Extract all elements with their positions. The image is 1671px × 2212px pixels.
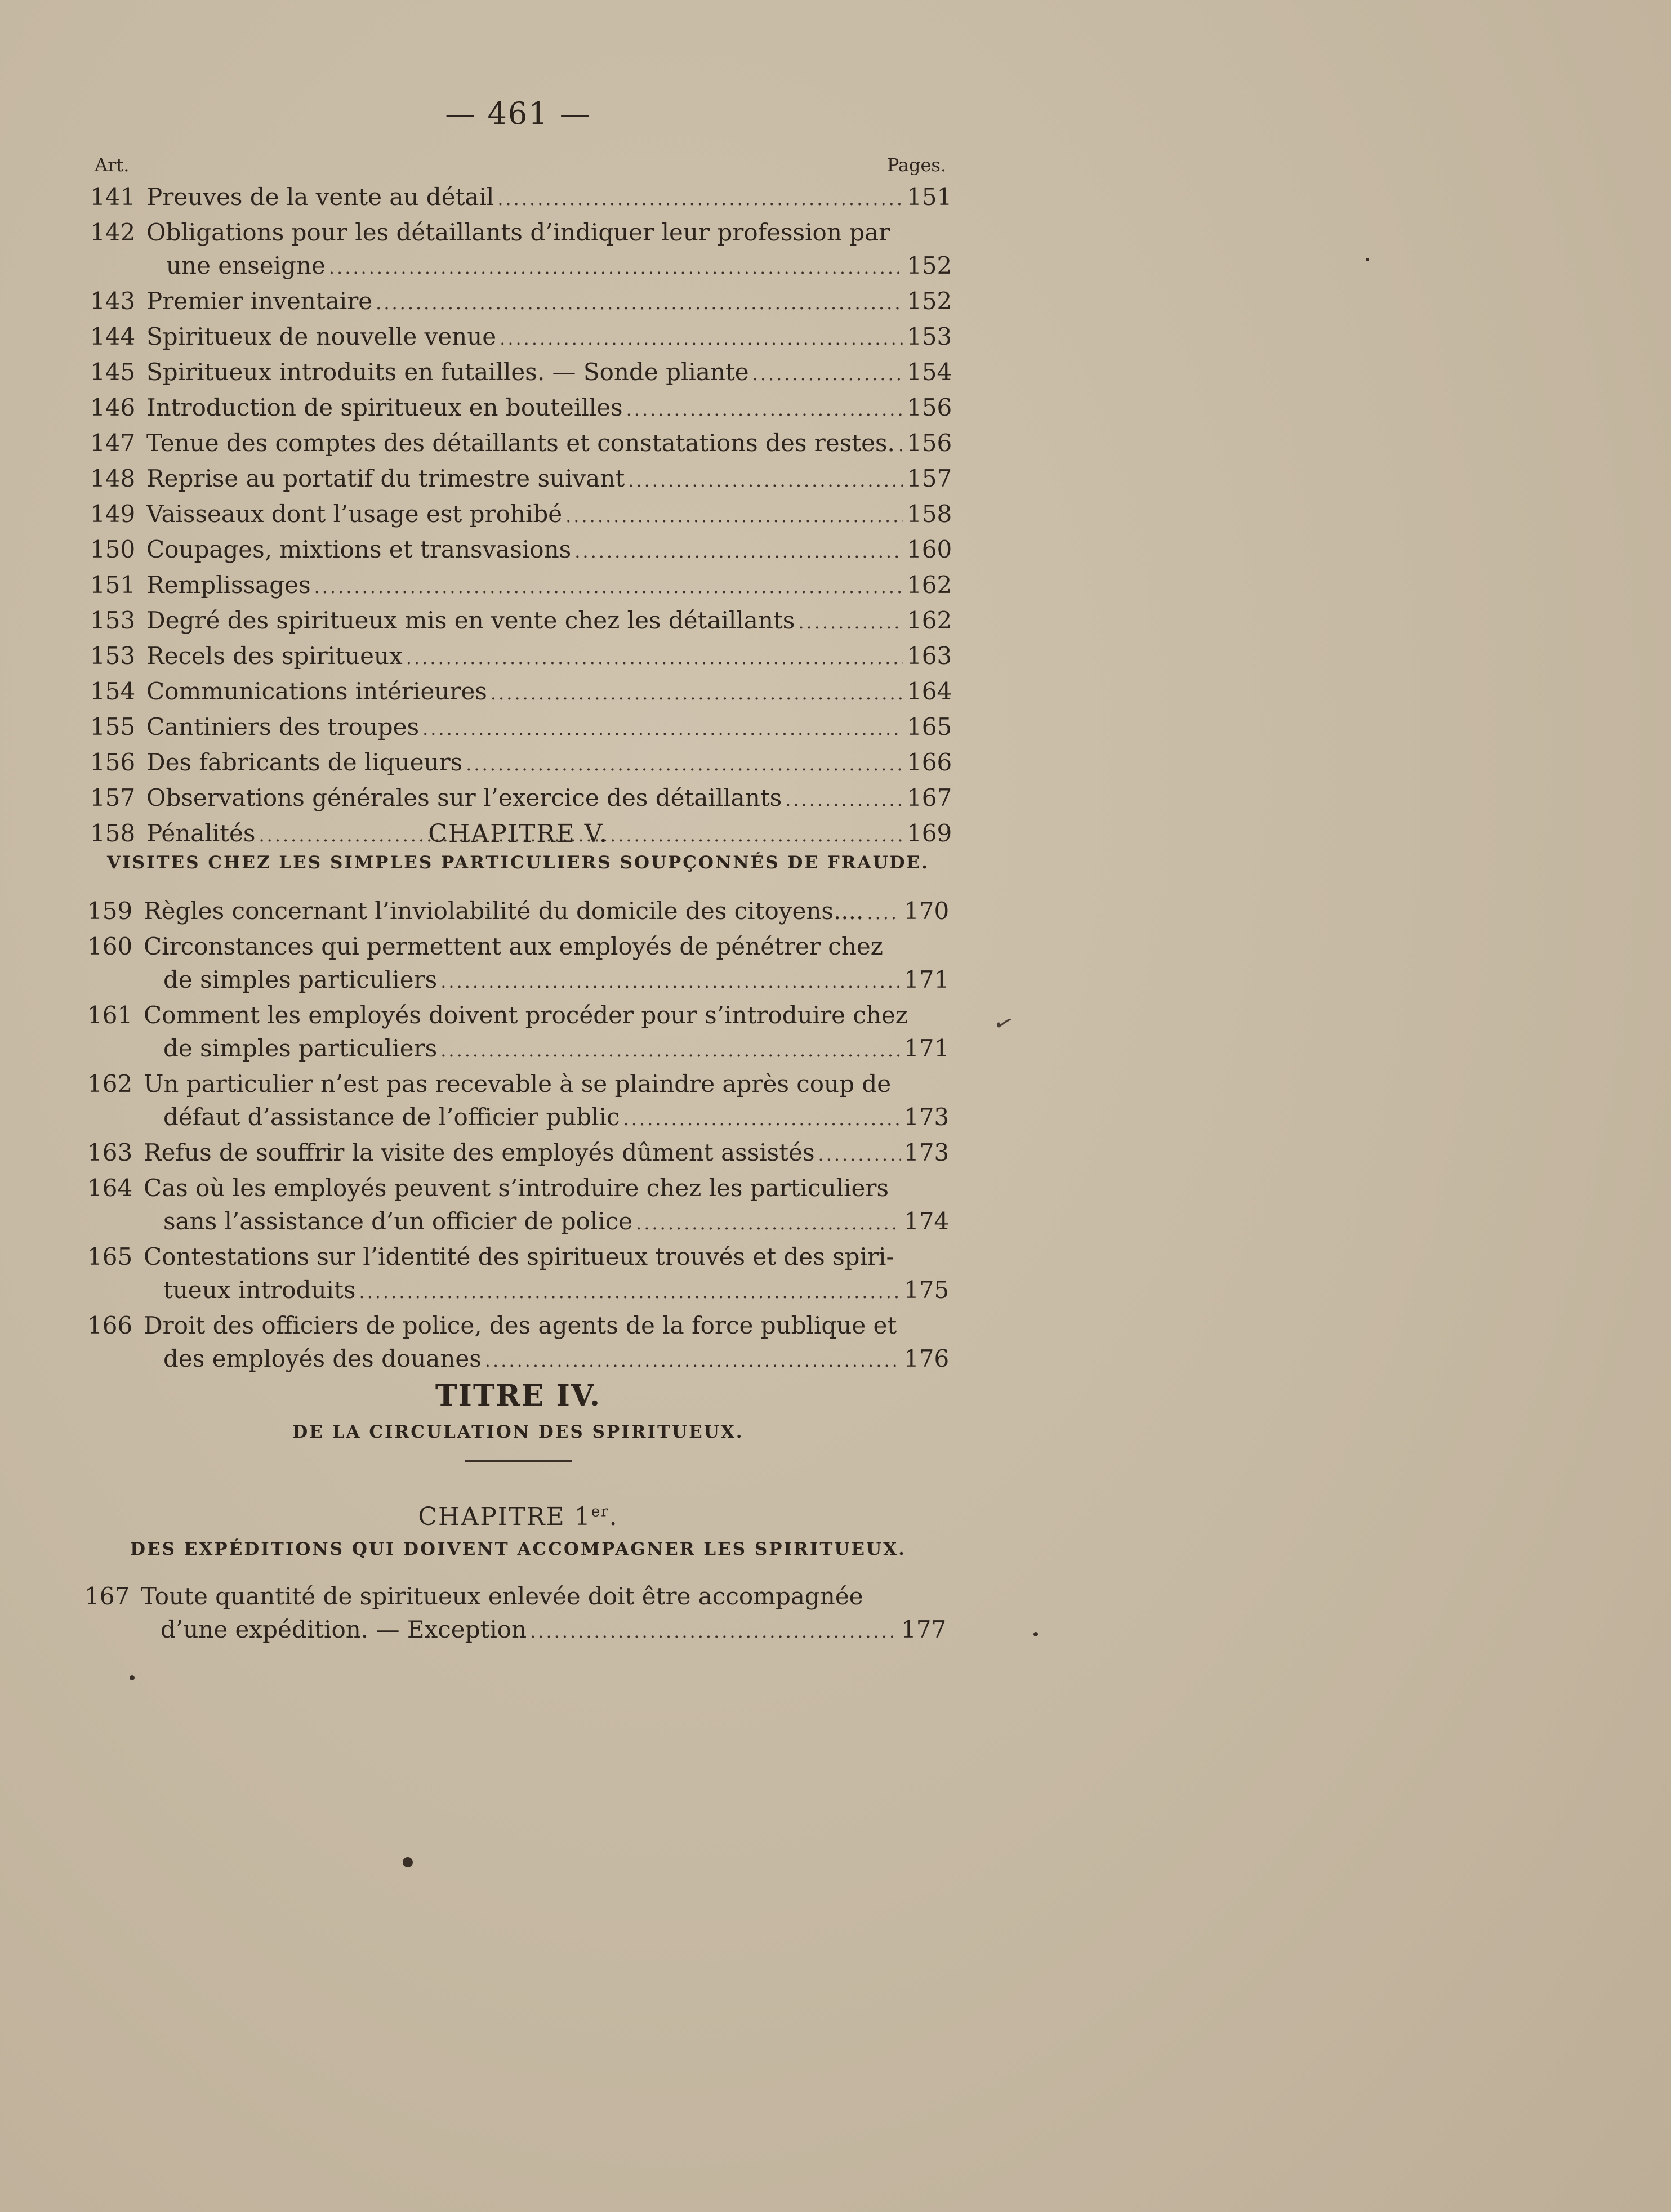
toc-entry [87, 1136, 950, 1171]
toc-entry [90, 355, 952, 391]
toc-entry [90, 604, 952, 639]
page-ref: 173 [904, 1103, 950, 1131]
page-ref: 154 [907, 358, 952, 386]
entry-text: Règles concernant l’inviolabilité du domicile des citoyens.... [144, 897, 864, 925]
entry-text: Recels des spiritueux [146, 642, 403, 670]
toc-entry [90, 533, 952, 568]
dot-leader [752, 358, 903, 391]
article-number: 158 [90, 819, 136, 847]
entry-text: Pénalités [146, 819, 256, 847]
dot-leader [818, 1138, 901, 1171]
page-ref: 165 [907, 713, 952, 741]
toc-entry [90, 746, 952, 781]
article-number: 157 [90, 784, 136, 811]
page-ref: 158 [907, 500, 952, 528]
entry-text: Cantiniers des troupes [146, 713, 420, 741]
art-column-label: Art. [95, 154, 130, 176]
dot-leader [785, 783, 903, 817]
toc-entry [90, 639, 952, 675]
page-ref: 174 [904, 1207, 950, 1235]
entry-text: Observations générales sur l’exercice des détaillants [146, 784, 782, 811]
entry-list-b [87, 894, 950, 1377]
article-number: 155 [90, 713, 136, 741]
dot-leader [628, 464, 903, 497]
article-number: 141 [90, 183, 136, 211]
article-number: 146 [90, 394, 136, 421]
toc-entry [90, 781, 952, 817]
page-ref: 166 [907, 748, 952, 776]
dot-leader [497, 182, 903, 216]
ink-speck [1366, 258, 1369, 261]
page-ref: 162 [907, 606, 952, 634]
dot-leader [406, 641, 903, 675]
entry-text: Des fabricants de liqueurs [146, 748, 463, 776]
entry-text: Reprise au portatif du trimestre suivant [146, 465, 625, 492]
ink-speck [130, 1675, 135, 1680]
toc-entry [87, 1171, 950, 1240]
page-ref: 169 [907, 819, 952, 847]
entry-text: Coupages, mixtions et transvasions [146, 536, 572, 563]
entry-text: Cas où les employés peuvent s’introduire chez les particuliers [144, 1174, 889, 1202]
pages-column-label: Pages. [886, 154, 946, 176]
toc-block-c [84, 1580, 947, 1648]
entry-text: de simples particuliers [163, 966, 438, 993]
page-ref: 152 [907, 252, 952, 279]
toc-entry [84, 1580, 947, 1648]
dot-leader [565, 500, 903, 533]
article-number: 156 [90, 748, 136, 776]
pencil-check-mark: ✓ [990, 1008, 1017, 1040]
entry-text: Droit des officiers de police, des agents de la force publique et [144, 1312, 897, 1339]
entry-text: Spiritueux de nouvelle venue [146, 323, 497, 350]
toc-entry [87, 930, 950, 998]
entry-text: sans l’assistance d’un officier de police [163, 1207, 633, 1235]
entry-text: une enseigne [166, 252, 326, 279]
entry-text: Remplissages [146, 571, 311, 599]
article-number: 153 [90, 606, 136, 634]
titre-iv-subtitle: DE LA CIRCULATION DES SPIRITUEUX. [292, 1422, 744, 1442]
entry-text: Vaisseaux dont l’usage est prohibé [146, 500, 563, 528]
entry-text: Preuves de la vente au détail [146, 183, 494, 211]
chapter-1-subtitle: DES EXPÉDITIONS QUI DOIVENT ACCOMPAGNER LES SPIRITUEUX. [130, 1539, 906, 1559]
dot-leader [898, 429, 903, 462]
entry-text: Premier inventaire [146, 287, 373, 315]
page-ref: 152 [907, 287, 952, 315]
article-number: 149 [90, 500, 136, 528]
dot-leader [440, 965, 901, 998]
article-number: 151 [90, 571, 136, 599]
entry-text: Tenue des comptes des détaillants et constatations des restes. [146, 429, 895, 457]
page-number: — 461 — [445, 96, 591, 131]
article-number: 154 [90, 677, 136, 705]
titre-iv-heading [90, 1379, 946, 1462]
toc-entry [90, 710, 952, 746]
entry-text: tueux introduits [163, 1276, 356, 1304]
entry-text: Un particulier n’est pas recevable à se plaindre après coup de [144, 1070, 892, 1098]
dot-leader [530, 1615, 898, 1648]
chapter-1-heading [90, 1502, 946, 1559]
page-ref: 153 [907, 323, 952, 350]
page-ref: 171 [904, 966, 950, 993]
entry-text: défaut d’assistance de l’officier public [163, 1103, 620, 1131]
entry-text: Toute quantité de spiritueux enlevée doit être accompagnée [141, 1582, 863, 1610]
chapter-v-heading [90, 819, 952, 873]
toc-header [90, 148, 946, 176]
dot-leader [500, 322, 903, 355]
toc-entry [90, 426, 952, 462]
toc-entry [90, 568, 952, 604]
toc-entry [90, 320, 952, 355]
article-number: 166 [87, 1312, 133, 1339]
article-number: 144 [90, 323, 136, 350]
dot-leader [485, 1344, 901, 1377]
article-number: 167 [84, 1582, 130, 1610]
dot-leader [329, 251, 903, 284]
page-ref: 164 [907, 677, 952, 705]
dot-leader [376, 287, 903, 320]
page-ref: 163 [907, 642, 952, 670]
dot-leader [623, 1103, 901, 1136]
entry-text: Obligations pour les détaillants d’indiquer leur profession par [146, 218, 890, 246]
entry-text: des employés des douanes [163, 1345, 482, 1372]
chapter-1-title: CHAPITRE 1er. [418, 1502, 618, 1531]
dot-leader [314, 570, 904, 604]
article-number: 150 [90, 536, 136, 563]
article-number: 142 [90, 218, 136, 246]
page-ref: 173 [904, 1139, 950, 1166]
article-number: 163 [87, 1139, 133, 1166]
page-ref: 160 [907, 536, 952, 563]
entry-text: Communications intérieures [146, 677, 487, 705]
article-number: 153 [90, 642, 136, 670]
page-ref: 175 [904, 1276, 950, 1304]
toc-entry [90, 180, 952, 216]
dot-leader [798, 606, 903, 639]
article-number: 148 [90, 465, 136, 492]
toc-block-a [90, 148, 952, 852]
toc-block-b [87, 894, 950, 1377]
entry-text: Spiritueux introduits en futailles. — Sonde pliante [146, 358, 749, 386]
dot-leader [422, 712, 903, 746]
toc-entry [90, 391, 952, 426]
entry-text: Degré des spiritueux mis en vente chez les détaillants [146, 606, 795, 634]
toc-entry [87, 1067, 950, 1136]
page-ref: 162 [907, 571, 952, 599]
article-number: 160 [87, 933, 133, 960]
toc-entry [90, 675, 952, 710]
entry-text: Refus de souffrir la visite des employés dûment assistés [144, 1139, 815, 1166]
entry-text: Contestations sur l’identité des spiritueux trouvés et des spiri- [144, 1243, 894, 1270]
article-number: 143 [90, 287, 136, 315]
toc-entry [90, 284, 952, 320]
entry-text: d’une expédition. — Exception [161, 1616, 527, 1643]
ink-speck [403, 1857, 413, 1867]
page-ref: 157 [907, 465, 952, 492]
toc-entry [87, 1240, 950, 1309]
page-ref: 151 [907, 183, 952, 211]
article-number: 145 [90, 358, 136, 386]
chapter-v-subtitle: VISITES CHEZ LES SIMPLES PARTICULIERS SOUPÇONNÉS DE FRAUDE. [107, 853, 929, 873]
article-number: 161 [87, 1001, 133, 1029]
chapter-v-title: CHAPITRE V. [428, 819, 608, 848]
article-number: 164 [87, 1174, 133, 1202]
entry-text: Introduction de spiritueux en bouteilles [146, 394, 623, 421]
dot-leader [574, 535, 903, 568]
page-ref: 171 [904, 1034, 950, 1062]
article-number: 162 [87, 1070, 133, 1098]
entry-text: Circonstances qui permettent aux employés de pénétrer chez [144, 933, 883, 960]
entry-text: Comment les employés doivent procéder pour s’introduire chez [144, 1001, 908, 1029]
dot-leader [636, 1207, 901, 1240]
entry-list-c [84, 1580, 947, 1648]
page-ref: 156 [907, 394, 952, 421]
page-ref: 176 [904, 1345, 950, 1372]
page-ref: 167 [907, 784, 952, 811]
page-ref: 156 [907, 429, 952, 457]
dot-leader [440, 1034, 901, 1067]
dot-leader [491, 677, 903, 710]
article-number: 159 [87, 897, 133, 925]
titre-iv-title: TITRE IV. [435, 1379, 601, 1413]
toc-entry [87, 894, 950, 930]
dot-leader [359, 1276, 901, 1309]
page-ref: 177 [901, 1616, 947, 1643]
toc-entry [90, 216, 952, 284]
toc-entry [87, 998, 950, 1067]
ink-speck [1033, 1632, 1038, 1636]
dot-leader [466, 748, 903, 781]
toc-entry [87, 1309, 950, 1377]
entry-list-a [90, 180, 952, 852]
toc-entry [90, 462, 952, 497]
entry-text: de simples particuliers [163, 1034, 438, 1062]
toc-entry [90, 497, 952, 533]
article-number: 147 [90, 429, 136, 457]
dot-leader [626, 393, 903, 426]
page-ref: 170 [904, 897, 950, 925]
section-divider [465, 1460, 572, 1462]
dot-leader [867, 897, 901, 930]
article-number: 165 [87, 1243, 133, 1270]
